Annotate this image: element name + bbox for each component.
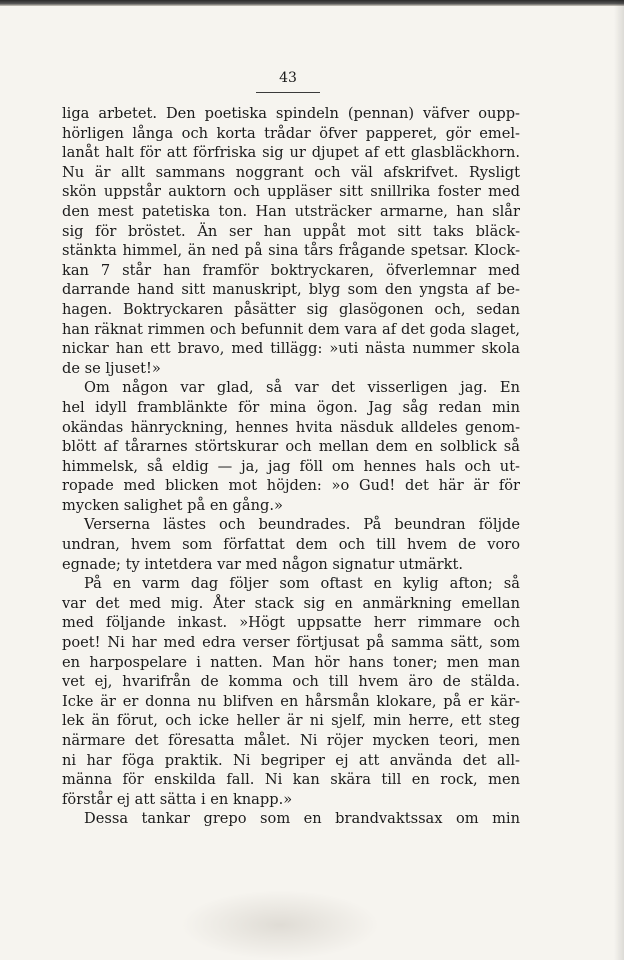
paragraph-start-line: Verserna lästes och beundrades. På beundran följde bbox=[84, 516, 520, 534]
text-line: lanåt halt för att förfriska sig ur djupet af ett glasbläckhorn. bbox=[62, 144, 520, 162]
text-line: lek än förut, och icke heller är ni sjelf, min herre, ett steg bbox=[62, 712, 520, 730]
text-line: stänkta himmel, än ned på sina tårs frågande spetsar. Klock- bbox=[62, 242, 520, 260]
scan-right-shadow bbox=[614, 0, 624, 960]
page-number: 43 bbox=[279, 70, 297, 86]
text-line: var det med mig. Åter stack sig en anmärkning emellan bbox=[62, 594, 520, 612]
paragraph-start-line: På en varm dag följer som oftast en kylig afton; så bbox=[84, 575, 520, 593]
text-line: hel idyll framblänkte för mina ögon. Jag såg redan min bbox=[62, 398, 520, 416]
text-line: männa för enskilda fall. Ni kan skära till en rock, men bbox=[62, 771, 520, 789]
paragraph-end-line: de se ljuset!» bbox=[62, 359, 161, 377]
page-number-rule bbox=[256, 92, 320, 93]
text-line: han räknat rimmen och befunnit dem vara af det goda slaget, bbox=[62, 320, 520, 338]
text-line: hörligen långa och korta trådar öfver papperet, gör emel- bbox=[62, 124, 520, 142]
text-line: himmelsk, så eldig — ja, jag föll om hennes hals och ut- bbox=[62, 457, 520, 475]
text-line: darrande hand sitt manuskript, blyg som den yngsta af be- bbox=[62, 281, 520, 299]
text-line: Icke är er donna nu blifven en hårsmån klokare, på er kär- bbox=[62, 692, 520, 710]
paragraph-start-line: Dessa tankar grepo som en brandvaktssax om min bbox=[84, 810, 520, 828]
text-line: Nu är allt sammans noggrant och väl afskrifvet. Rysligt bbox=[62, 163, 520, 181]
text-line: hagen. Boktryckaren påsätter sig glasögonen och, sedan bbox=[62, 300, 520, 318]
text-line: sig för bröstet. Än ser han uppåt mot sitt taks bläck- bbox=[62, 222, 520, 240]
text-line: blött af tårarnes störtskurar och mellan dem en solblick så bbox=[62, 438, 520, 456]
text-line: ni har föga praktik. Ni begriper ej att använda det all- bbox=[62, 751, 520, 769]
body-text bbox=[62, 104, 520, 829]
paragraph-end-line: mycken salighet på en gång.» bbox=[62, 496, 283, 514]
paper-stain bbox=[180, 890, 380, 960]
paragraph-end-line: egnade; ty intetdera var med någon signatur utmärkt. bbox=[62, 555, 463, 573]
text-line: poet! Ni har med edra verser förtjusat på samma sätt, som bbox=[62, 634, 520, 652]
text-line: undran, hvem som författat dem och till hvem de voro bbox=[62, 536, 520, 554]
text-line: kan 7 står han framför boktryckaren, öfverlemnar med bbox=[62, 261, 520, 279]
scan-top-edge bbox=[0, 0, 624, 6]
text-line: liga arbetet. Den poetiska spindeln (pennan) väfver oupp- bbox=[62, 105, 520, 122]
text-line: en harpospelare i natten. Man hör hans toner; men man bbox=[62, 653, 520, 671]
text-line: med följande inkast. »Högt uppsatte herr rimmare och bbox=[62, 614, 520, 632]
text-line: närmare det föresatta målet. Ni röjer mycken teori, men bbox=[62, 732, 520, 749]
paragraph-end-line: förstår ej att sätta i en knapp.» bbox=[62, 790, 293, 808]
text-line: skön uppstår auktorn och uppläser sitt snillrika foster med bbox=[62, 183, 520, 201]
text-line: vet ej, hvarifrån de komma och till hvem äro de stälda. bbox=[62, 673, 520, 691]
text-line: ropade med blicken mot höjden: »o Gud! det här är för bbox=[62, 477, 520, 495]
text-line: den mest patetiska ton. Han utsträcker armarne, han slår bbox=[62, 202, 520, 220]
paragraph-start-line: Om någon var glad, så var det visserligen jag. En bbox=[84, 379, 520, 397]
text-line: okändas hänryckning, hennes hvita näsduk alldeles genom- bbox=[62, 418, 520, 436]
text-line: nickar han ett bravo, med tillägg: »uti nästa nummer skola bbox=[62, 340, 520, 358]
